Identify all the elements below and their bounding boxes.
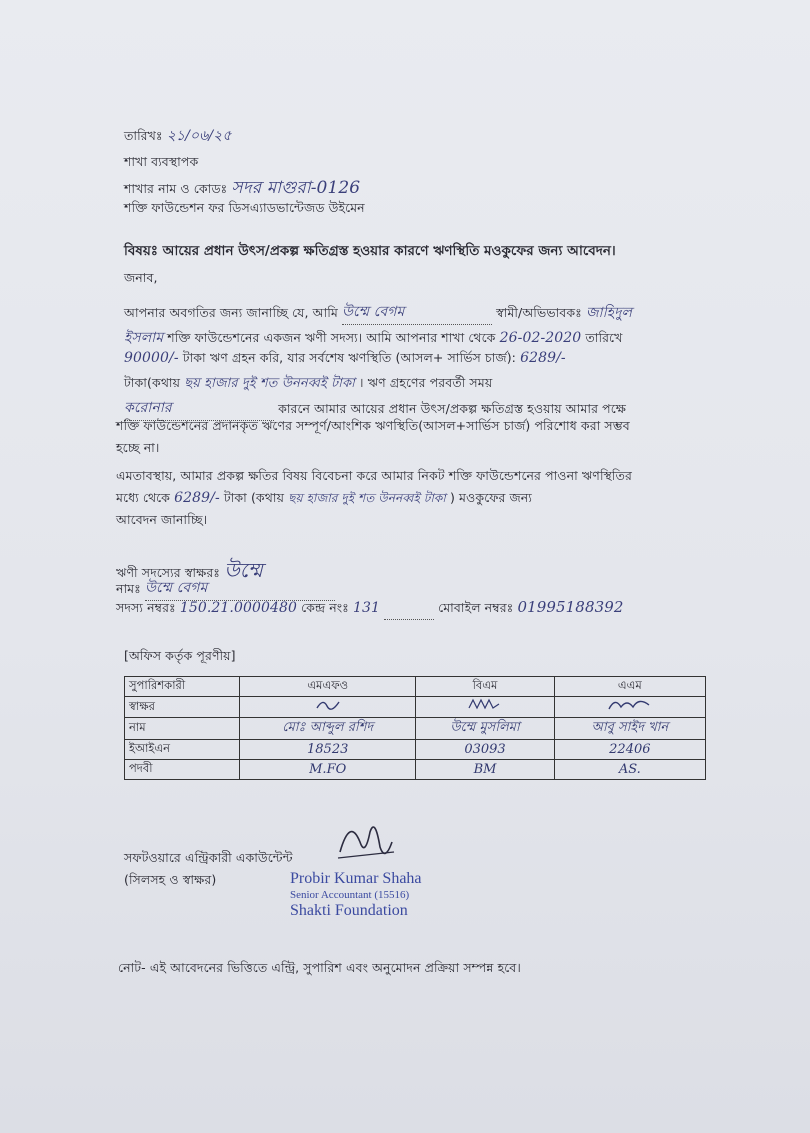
member-name-value: উম্মে বেগম	[144, 580, 208, 596]
para2-line3: আবেদন জানাচ্ছি।	[116, 512, 208, 527]
guardian-handwritten-2: ইসলাম	[124, 330, 164, 346]
row-label: নাম	[125, 718, 240, 740]
signature-cell	[554, 697, 705, 718]
para2-line1: এমতাবস্থায়, আমার প্রকল্প ক্ষতির বিষয় বিবেচনা করে আমার নিকট শক্তি ফাউন্ডেশনের পাওনা ঋণস্থিতির	[116, 468, 632, 483]
table-header: এএম	[554, 677, 705, 697]
table-row	[125, 718, 706, 740]
para2-text3: টাকা (কথায়	[223, 490, 285, 505]
para1-text2: স্বামী/অভিভাবকঃ	[496, 305, 582, 320]
para1-text3: শক্তি ফাউন্ডেশনের একজন ঋণী সদস্য। আমি আপনার শাখা থেকে	[167, 330, 496, 345]
to-line-2	[124, 175, 360, 203]
signature-cell	[240, 697, 416, 718]
row-label: ইআইএন	[125, 740, 240, 760]
waiver-amount-handwritten: 6289/-	[174, 490, 220, 506]
para1-line1	[124, 300, 632, 325]
para1-line7: হচ্ছে না।	[116, 440, 160, 455]
table-header: এমএফও	[240, 677, 416, 697]
table-cell: আবু সাইদ খান	[554, 718, 705, 740]
table-cell: AS.	[554, 760, 705, 780]
para1-text7: । ঋণ গ্রহণের পরবর্তী সময়	[359, 375, 493, 390]
signature-bm	[465, 698, 505, 712]
para1-line6: শক্তি ফাউন্ডেশনের প্রদানকৃত ঋণের সম্পূর্ণ/আংশিক ঋণস্থিতি(আসল+সার্ভিস চার্জ) পরিশোধ করা সম্ভব	[116, 418, 630, 433]
accountant-signature	[330, 812, 400, 868]
to-line-1: শাখা ব্যবস্থাপক	[124, 154, 199, 169]
mobile-value: 01995188392	[517, 598, 624, 616]
subject-line: বিষয়ঃ আয়ের প্রধান উৎস/প্রকল্প ক্ষতিগ্রস্ত হওয়ার কারণে ঋণস্থিতি মওকুফের জন্য আবেদন।	[124, 243, 616, 259]
branch-value: সদর মাগুরা-0126	[231, 178, 361, 198]
mobile-label: মোবাইল নম্বরঃ	[438, 600, 514, 615]
para2-text4: ) মওকুফের জন্য	[449, 490, 532, 505]
para2-text2: মধ্যে থেকে	[116, 490, 171, 505]
stamp-name: Probir Kumar Shaha	[290, 870, 422, 887]
signature-mfo	[313, 698, 343, 712]
salutation: জনাব,	[124, 270, 158, 285]
table-cell: M.FO	[240, 760, 416, 780]
table-row	[125, 760, 706, 780]
para2-line2	[116, 490, 532, 510]
waiver-words-handwritten: ছয় হাজার দুই শত উননব্বই টাকা	[288, 491, 446, 505]
center-label: কেন্দ্র নংঃ	[301, 600, 349, 615]
member-id-label: সদস্য নম্বরঃ	[116, 600, 176, 615]
date-line	[124, 124, 232, 148]
member-name-handwritten: উম্মে বেগম	[342, 304, 405, 320]
table-cell: BM	[416, 760, 554, 780]
date-value: ২১/০৬/২৫	[166, 128, 232, 144]
signature-am	[605, 697, 655, 713]
para1-line2	[124, 326, 622, 350]
para1-text1: আপনার অবগতির জন্য জানাচ্ছি যে, আমি	[124, 305, 338, 320]
accountant-stamp	[290, 870, 422, 920]
office-use-label: [অফিস কর্তৃক পূরণীয়]	[124, 648, 236, 663]
para1-text4: তারিখে	[585, 330, 623, 345]
table-cell: 03093	[416, 740, 554, 760]
reason-handwritten: করোনার	[124, 400, 172, 416]
balance-handwritten: 6289/-	[520, 350, 566, 366]
member-name-label: নামঃ	[116, 581, 141, 596]
para1-line4	[124, 374, 492, 395]
row-label: পদবী	[125, 760, 240, 780]
table-row	[125, 697, 706, 718]
member-id-value: 150.21.0000480	[179, 600, 298, 616]
member-signature: উম্মে	[224, 558, 263, 582]
para1-line3	[124, 350, 566, 370]
table-cell: 22406	[554, 740, 705, 760]
balance-words-handwritten: ছয় হাজার দুই শত উননব্বই টাকা	[184, 376, 355, 391]
table-row	[125, 740, 706, 760]
center-value: 131	[352, 600, 381, 616]
guardian-handwritten: জাহিদুল	[585, 305, 633, 321]
para1-text5: টাকা ঋণ গ্রহন করি, যার সর্বশেষ ঋণস্থিতি (আসল+ সার্ভিস চার্জ):	[182, 350, 516, 365]
stamp-org: Shakti Foundation	[290, 902, 408, 919]
row-label: স্বাক্ষর	[125, 697, 240, 718]
para1-text6: টাকা(কথায়	[124, 375, 181, 390]
table-header: সুপারিশকারী	[125, 677, 240, 697]
member-id-line	[116, 598, 624, 620]
table-cell: মোঃ আব্দুল রশিদ	[240, 718, 416, 740]
member-signature-label: ঋণী সদস্যের স্বাক্ষরঃ	[116, 565, 221, 580]
date-label: তারিখঃ	[124, 128, 163, 143]
member-name-field	[342, 300, 492, 325]
table-header-row	[125, 677, 706, 697]
table-header: বিএম	[416, 677, 554, 697]
accountant-line-1: সফটওয়ারে এন্ট্রিকারী একাউন্টেন্ট	[124, 850, 293, 865]
para1-text8: কারনে আমার আয়ের প্রধান উৎস/প্রকল্প ক্ষতিগ্রস্ত হওয়ায় আমার পক্ষে	[278, 401, 626, 416]
to-line-3: শক্তি ফাউন্ডেশন ফর ডিসএ্যাডভান্টেজড উইমেন	[124, 200, 365, 215]
approval-table	[124, 676, 706, 780]
center-dots	[384, 619, 434, 620]
table-cell: উম্মে মুসলিমা	[416, 718, 554, 740]
table-cell: 18523	[240, 740, 416, 760]
footer-note: নোট- এই আবেদনের ভিত্তিতে এন্ট্রি, সুপারিশ এবং অনুমোদন প্রক্রিয়া সম্পন্ন হবে।	[118, 960, 521, 975]
branch-label: শাখার নাম ও কোডঃ	[124, 181, 228, 196]
loan-date-handwritten: 26-02-2020	[499, 330, 582, 346]
signature-cell	[416, 697, 554, 718]
accountant-line-2: (সিলসহ ও স্বাক্ষর)	[124, 872, 217, 887]
loan-amount-handwritten: 90000/-	[124, 350, 179, 366]
stamp-title: Senior Accountant (15516)	[290, 889, 410, 901]
